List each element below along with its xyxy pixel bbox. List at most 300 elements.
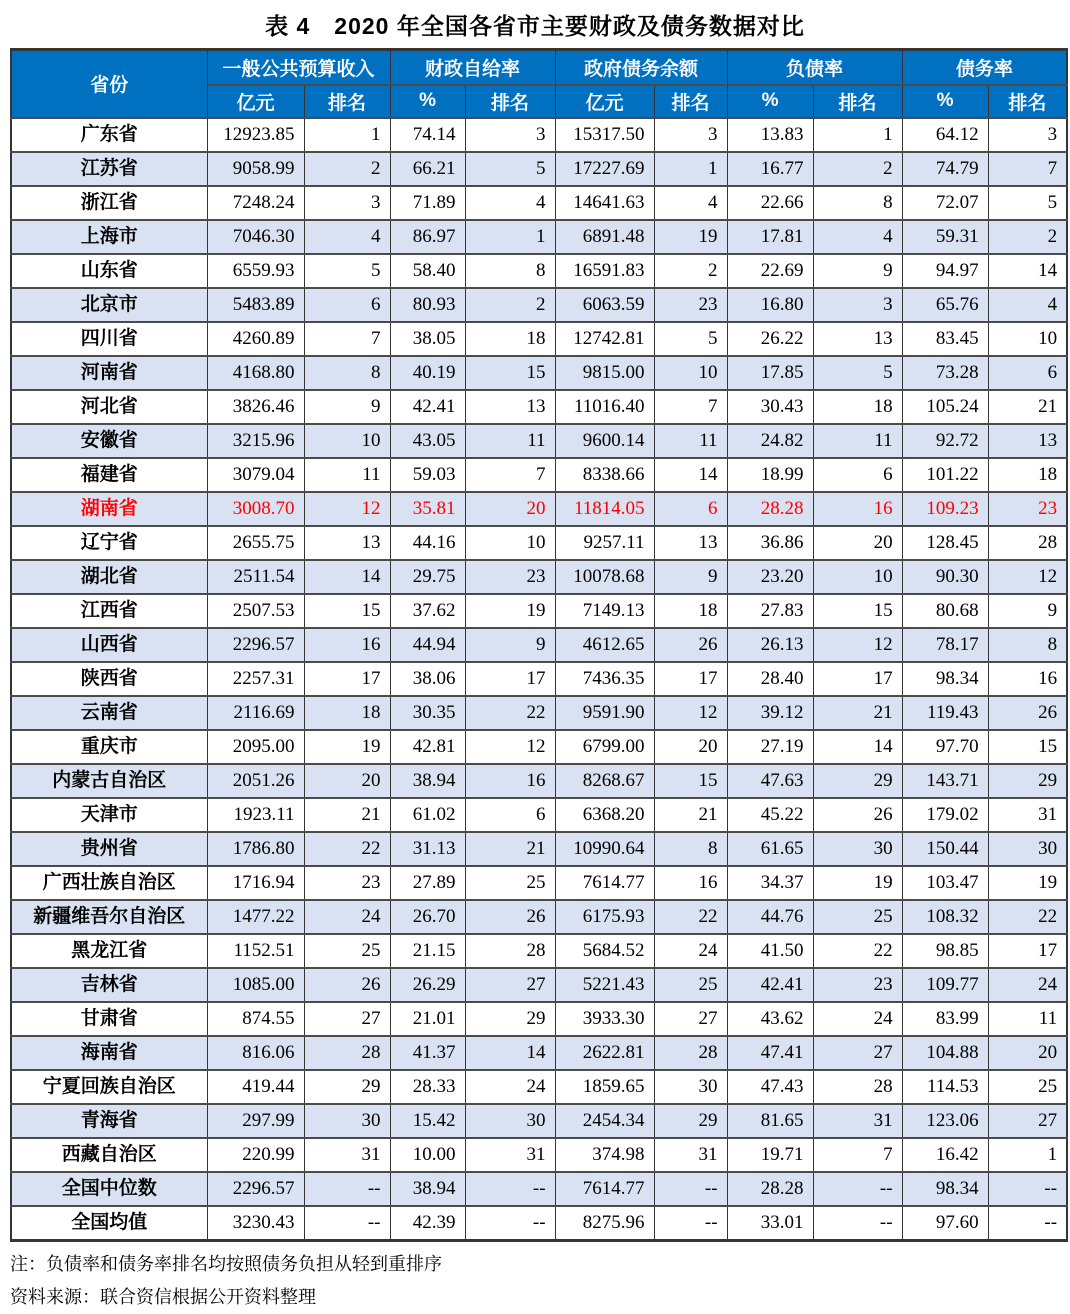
rank-cell: 11 [813,424,902,458]
value-cell: 18.99 [727,458,813,492]
value-cell: 119.43 [902,696,988,730]
header-group-row [11,50,1067,85]
rank-cell: 21 [813,696,902,730]
rank-cell: 21 [654,798,727,832]
value-cell: 9815.00 [555,356,654,390]
rank-cell: 25 [654,968,727,1002]
rank-cell: 20 [813,526,902,560]
value-cell: 1716.94 [207,866,304,900]
value-cell: 37.62 [390,594,465,628]
table-row [11,628,1067,662]
rank-cell: 27 [813,1036,902,1070]
rank-cell: 24 [813,1002,902,1036]
rank-cell: -- [304,1206,390,1241]
table-row [11,152,1067,186]
rank-cell: 12 [654,696,727,730]
rank-cell: 6 [304,288,390,322]
rank-cell: 27 [465,968,555,1002]
value-cell: 6175.93 [555,900,654,934]
rank-cell: 12 [988,560,1067,594]
rank-cell: 6 [465,798,555,832]
value-cell: 10078.68 [555,560,654,594]
value-cell: 3933.30 [555,1002,654,1036]
value-cell: 33.01 [727,1206,813,1241]
province-cell: 黑龙江省 [11,934,207,968]
value-cell: 27.83 [727,594,813,628]
rank-cell: 22 [813,934,902,968]
province-cell: 四川省 [11,322,207,356]
value-cell: 4612.65 [555,628,654,662]
value-cell: 103.47 [902,866,988,900]
rank-cell: 7 [304,322,390,356]
value-cell: 83.99 [902,1002,988,1036]
rank-cell: 6 [654,492,727,526]
rank-cell: 14 [813,730,902,764]
value-cell: 297.99 [207,1104,304,1138]
rank-cell: 2 [465,288,555,322]
value-cell: 2622.81 [555,1036,654,1070]
value-cell: 43.62 [727,1002,813,1036]
value-cell: 40.19 [390,356,465,390]
rank-cell: 10 [988,322,1067,356]
rank-cell: 19 [465,594,555,628]
rank-cell: 13 [465,390,555,424]
rank-cell: 20 [465,492,555,526]
value-cell: 10.00 [390,1138,465,1172]
table-row [11,696,1067,730]
value-cell: 44.76 [727,900,813,934]
table-row [11,1206,1067,1241]
rank-cell: 10 [813,560,902,594]
province-cell: 河南省 [11,356,207,390]
value-cell: 47.43 [727,1070,813,1104]
rank-cell: 19 [654,220,727,254]
table-row [11,118,1067,152]
province-cell: 贵州省 [11,832,207,866]
value-cell: 9257.11 [555,526,654,560]
rank-cell: 19 [304,730,390,764]
rank-cell: 8 [304,356,390,390]
table-row [11,934,1067,968]
table-row [11,866,1067,900]
rank-cell: 14 [465,1036,555,1070]
ranking-note: 注：负债率和债务率排名均按照债务负担从轻到重排序 [10,1253,442,1274]
rank-cell: 29 [304,1070,390,1104]
value-cell: 2454.34 [555,1104,654,1138]
subcol-revenue-amount: 亿元 [207,85,304,118]
table-row [11,424,1067,458]
value-cell: 21.01 [390,1002,465,1036]
rank-cell: 15 [988,730,1067,764]
rank-cell: 28 [465,934,555,968]
rank-cell: 24 [304,900,390,934]
rank-cell: 5 [465,152,555,186]
value-cell: 16.77 [727,152,813,186]
subcol-liability-percent: % [727,85,813,118]
value-cell: 31.13 [390,832,465,866]
value-cell: 1477.22 [207,900,304,934]
rank-cell: 22 [304,832,390,866]
value-cell: 41.37 [390,1036,465,1070]
value-cell: 143.71 [902,764,988,798]
rank-cell: 8 [813,186,902,220]
value-cell: 22.69 [727,254,813,288]
value-cell: 27.89 [390,866,465,900]
value-cell: 419.44 [207,1070,304,1104]
table-row [11,1172,1067,1206]
value-cell: 1786.80 [207,832,304,866]
value-cell: 42.41 [390,390,465,424]
subcol-debtratio-percent: % [902,85,988,118]
rank-cell: 13 [304,526,390,560]
rank-cell: 29 [465,1002,555,1036]
value-cell: 90.30 [902,560,988,594]
rank-cell: 7 [988,152,1067,186]
value-cell: 1859.65 [555,1070,654,1104]
value-cell: 29.75 [390,560,465,594]
value-cell: 15.42 [390,1104,465,1138]
value-cell: 108.32 [902,900,988,934]
rank-cell: 16 [813,492,902,526]
rank-cell: 25 [988,1070,1067,1104]
rank-cell: 5 [813,356,902,390]
value-cell: 13.83 [727,118,813,152]
value-cell: 5221.43 [555,968,654,1002]
rank-cell: 17 [654,662,727,696]
value-cell: 1085.00 [207,968,304,1002]
province-cell: 重庆市 [11,730,207,764]
rank-cell: 30 [988,832,1067,866]
value-cell: 35.81 [390,492,465,526]
rank-cell: 24 [465,1070,555,1104]
value-cell: 81.65 [727,1104,813,1138]
value-cell: 36.86 [727,526,813,560]
value-cell: 30.35 [390,696,465,730]
value-cell: 109.23 [902,492,988,526]
rank-cell: 8 [465,254,555,288]
value-cell: 874.55 [207,1002,304,1036]
rank-cell: 12 [465,730,555,764]
value-cell: 104.88 [902,1036,988,1070]
rank-cell: -- [813,1206,902,1241]
province-cell: 广东省 [11,118,207,152]
rank-cell: 3 [304,186,390,220]
province-cell: 广西壮族自治区 [11,866,207,900]
value-cell: 374.98 [555,1138,654,1172]
rank-cell: 3 [988,118,1067,152]
rank-cell: 28 [988,526,1067,560]
table-row [11,1070,1067,1104]
value-cell: 47.41 [727,1036,813,1070]
col-group-liability-ratio: 负债率 [727,50,902,85]
value-cell: 64.12 [902,118,988,152]
col-header-province: 省份 [11,50,207,118]
rank-cell: 6 [813,458,902,492]
province-cell: 甘肃省 [11,1002,207,1036]
rank-cell: 30 [654,1070,727,1104]
value-cell: 2655.75 [207,526,304,560]
value-cell: 16.80 [727,288,813,322]
value-cell: 7149.13 [555,594,654,628]
rank-cell: 15 [304,594,390,628]
rank-cell: 1 [654,152,727,186]
value-cell: 42.39 [390,1206,465,1241]
value-cell: 1923.11 [207,798,304,832]
rank-cell: 5 [988,186,1067,220]
rank-cell: 26 [304,968,390,1002]
table-row [11,220,1067,254]
rank-cell: 5 [304,254,390,288]
value-cell: 7248.24 [207,186,304,220]
value-cell: 6368.20 [555,798,654,832]
province-cell: 山东省 [11,254,207,288]
rank-cell: 17 [988,934,1067,968]
rank-cell: 3 [654,118,727,152]
value-cell: 816.06 [207,1036,304,1070]
rank-cell: 26 [988,696,1067,730]
page-title: 表 4 2020 年全国各省市主要财政及债务数据对比 [265,13,805,39]
table-row [11,356,1067,390]
value-cell: 11814.05 [555,492,654,526]
value-cell: 150.44 [902,832,988,866]
value-cell: 114.53 [902,1070,988,1104]
rank-cell: 23 [654,288,727,322]
value-cell: 42.41 [727,968,813,1002]
rank-cell: 16 [988,662,1067,696]
value-cell: 71.89 [390,186,465,220]
subcol-debtratio-rank: 排名 [988,85,1067,118]
rank-cell: 15 [654,764,727,798]
value-cell: 7436.35 [555,662,654,696]
rank-cell: 23 [304,866,390,900]
subcol-debtbal-amount: 亿元 [555,85,654,118]
rank-cell: 9 [654,560,727,594]
rank-cell: 5 [654,322,727,356]
rank-cell: 2 [304,152,390,186]
rank-cell: 18 [304,696,390,730]
rank-cell: 1 [304,118,390,152]
rank-cell: 10 [654,356,727,390]
value-cell: 2116.69 [207,696,304,730]
value-cell: 39.12 [727,696,813,730]
table-row [11,288,1067,322]
value-cell: 83.45 [902,322,988,356]
rank-cell: 4 [654,186,727,220]
rank-cell: 29 [813,764,902,798]
table-row [11,526,1067,560]
province-cell: 上海市 [11,220,207,254]
value-cell: 38.94 [390,764,465,798]
rank-cell: 18 [988,458,1067,492]
value-cell: 92.72 [902,424,988,458]
rank-cell: 22 [654,900,727,934]
rank-cell: 1 [988,1138,1067,1172]
rank-cell: 27 [304,1002,390,1036]
value-cell: 24.82 [727,424,813,458]
source-note: 资料来源：联合资信根据公开资料整理 [10,1286,316,1307]
rank-cell: 4 [304,220,390,254]
rank-cell: 11 [988,1002,1067,1036]
province-cell: 西藏自治区 [11,1138,207,1172]
value-cell: 9591.90 [555,696,654,730]
rank-cell: 23 [988,492,1067,526]
value-cell: 73.28 [902,356,988,390]
value-cell: 5684.52 [555,934,654,968]
rank-cell: 25 [813,900,902,934]
value-cell: 59.03 [390,458,465,492]
value-cell: 26.29 [390,968,465,1002]
value-cell: 86.97 [390,220,465,254]
value-cell: 12742.81 [555,322,654,356]
col-group-fiscal-self-sufficiency: 财政自给率 [390,50,555,85]
table-row [11,798,1067,832]
province-cell: 浙江省 [11,186,207,220]
col-group-budget-revenue: 一般公共预算收入 [207,50,390,85]
value-cell: 128.45 [902,526,988,560]
value-cell: 105.24 [902,390,988,424]
value-cell: 98.34 [902,662,988,696]
value-cell: 2507.53 [207,594,304,628]
value-cell: 43.05 [390,424,465,458]
subcol-revenue-rank: 排名 [304,85,390,118]
rank-cell: 24 [654,934,727,968]
table-row [11,1138,1067,1172]
value-cell: 94.97 [902,254,988,288]
value-cell: 9058.99 [207,152,304,186]
rank-cell: 8 [654,832,727,866]
value-cell: 66.21 [390,152,465,186]
value-cell: 7614.77 [555,866,654,900]
value-cell: 17.85 [727,356,813,390]
value-cell: 38.06 [390,662,465,696]
value-cell: 2296.57 [207,628,304,662]
province-cell: 吉林省 [11,968,207,1002]
table-row [11,322,1067,356]
province-cell: 福建省 [11,458,207,492]
value-cell: 58.40 [390,254,465,288]
rank-cell: 14 [304,560,390,594]
value-cell: 65.76 [902,288,988,322]
value-cell: 16591.83 [555,254,654,288]
province-cell: 湖南省 [11,492,207,526]
value-cell: 7614.77 [555,1172,654,1206]
value-cell: 2296.57 [207,1172,304,1206]
rank-cell: 18 [465,322,555,356]
col-group-government-debt-balance: 政府债务余额 [555,50,727,85]
rank-cell: 28 [304,1036,390,1070]
value-cell: 34.37 [727,866,813,900]
value-cell: 220.99 [207,1138,304,1172]
value-cell: 10990.64 [555,832,654,866]
province-cell: 云南省 [11,696,207,730]
value-cell: 6891.48 [555,220,654,254]
rank-cell: 8 [988,628,1067,662]
value-cell: 17.81 [727,220,813,254]
value-cell: 38.94 [390,1172,465,1206]
table-row [11,186,1067,220]
rank-cell: 17 [813,662,902,696]
province-cell: 天津市 [11,798,207,832]
rank-cell: 3 [813,288,902,322]
rank-cell: 25 [465,866,555,900]
value-cell: 5483.89 [207,288,304,322]
rank-cell: -- [988,1206,1067,1241]
province-cell: 海南省 [11,1036,207,1070]
rank-cell: 11 [304,458,390,492]
table-body [11,118,1067,1241]
table-row [11,832,1067,866]
province-cell: 内蒙古自治区 [11,764,207,798]
value-cell: 44.94 [390,628,465,662]
value-cell: 97.70 [902,730,988,764]
value-cell: 98.85 [902,934,988,968]
value-cell: 26.13 [727,628,813,662]
value-cell: 6063.59 [555,288,654,322]
value-cell: 9600.14 [555,424,654,458]
province-cell: 全国中位数 [11,1172,207,1206]
rank-cell: 17 [304,662,390,696]
value-cell: 98.34 [902,1172,988,1206]
rank-cell: 21 [988,390,1067,424]
rank-cell: 7 [654,390,727,424]
value-cell: 27.19 [727,730,813,764]
value-cell: 101.22 [902,458,988,492]
rank-cell: 18 [813,390,902,424]
value-cell: 6559.93 [207,254,304,288]
rank-cell: 11 [465,424,555,458]
value-cell: 28.33 [390,1070,465,1104]
value-cell: 6799.00 [555,730,654,764]
col-group-debt-ratio: 债务率 [902,50,1067,85]
rank-cell: 31 [988,798,1067,832]
value-cell: 45.22 [727,798,813,832]
value-cell: 78.17 [902,628,988,662]
rank-cell: 27 [654,1002,727,1036]
rank-cell: 1 [465,220,555,254]
value-cell: 4168.80 [207,356,304,390]
rank-cell: 12 [304,492,390,526]
value-cell: 14641.63 [555,186,654,220]
province-cell: 江苏省 [11,152,207,186]
rank-cell: 25 [304,934,390,968]
province-cell: 北京市 [11,288,207,322]
rank-cell: -- [988,1172,1067,1206]
value-cell: 22.66 [727,186,813,220]
rank-cell: 11 [654,424,727,458]
rank-cell: 16 [465,764,555,798]
fiscal-debt-table [10,48,1068,1242]
rank-cell: 15 [465,356,555,390]
rank-cell: 26 [654,628,727,662]
rank-cell: 16 [304,628,390,662]
value-cell: 41.50 [727,934,813,968]
value-cell: 3079.04 [207,458,304,492]
province-cell: 全国均值 [11,1206,207,1241]
rank-cell: 30 [304,1104,390,1138]
rank-cell: 4 [813,220,902,254]
table-row [11,254,1067,288]
province-cell: 宁夏回族自治区 [11,1070,207,1104]
value-cell: 17227.69 [555,152,654,186]
subcol-selfsuff-rank: 排名 [465,85,555,118]
value-cell: 74.79 [902,152,988,186]
rank-cell: 9 [813,254,902,288]
rank-cell: 12 [813,628,902,662]
value-cell: 61.02 [390,798,465,832]
table-row [11,764,1067,798]
rank-cell: 2 [988,220,1067,254]
value-cell: 28.28 [727,492,813,526]
